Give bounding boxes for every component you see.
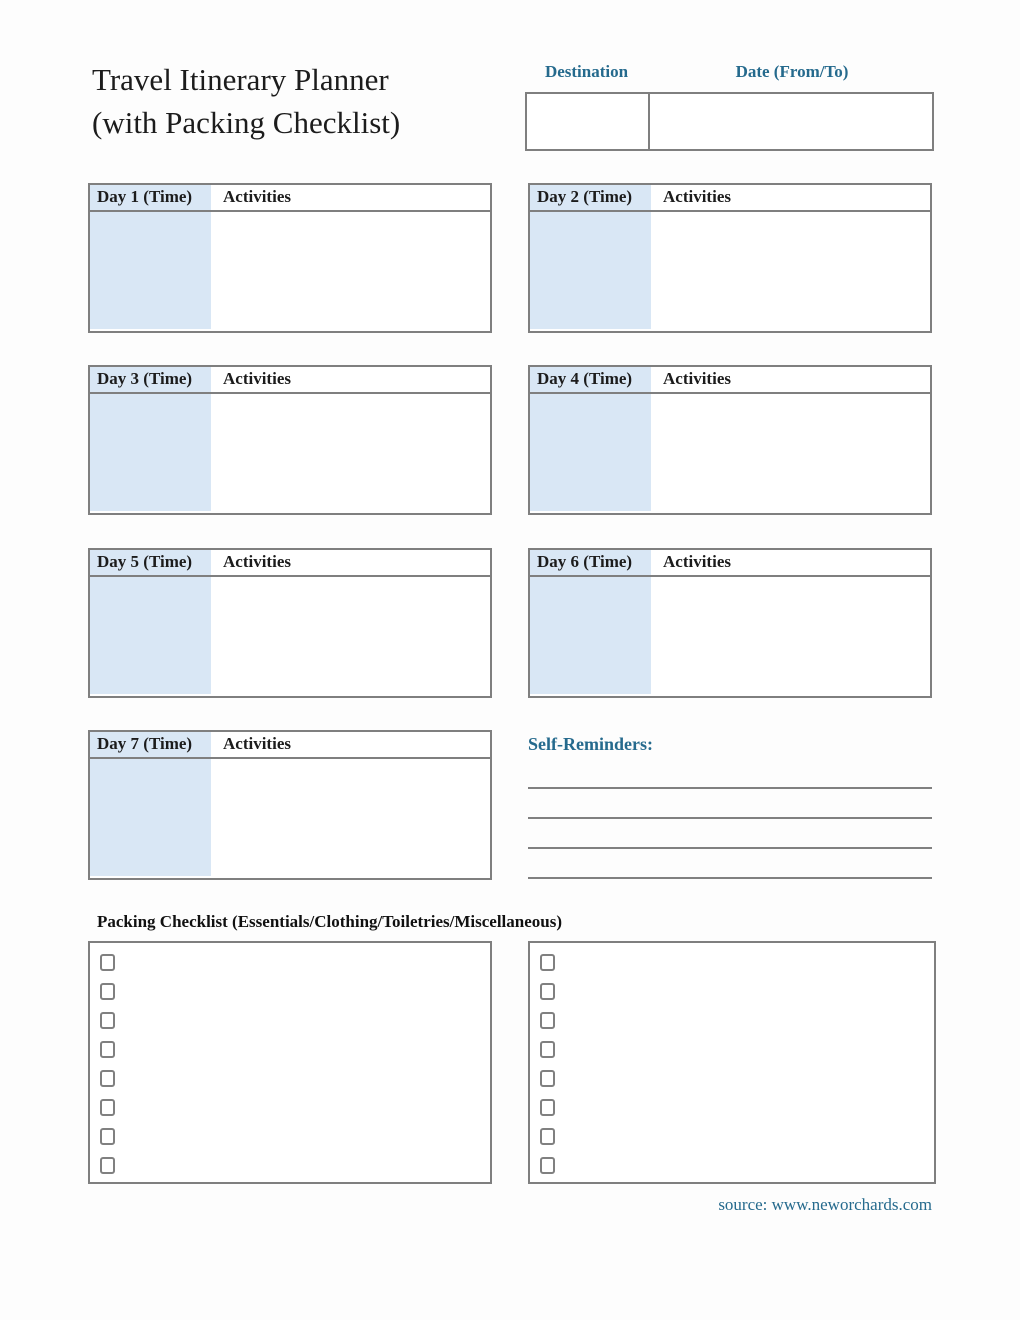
checklist-left-item-6 <box>90 1093 490 1122</box>
checkbox-icon[interactable] <box>100 1099 115 1116</box>
checkbox-icon[interactable] <box>540 983 555 1000</box>
page-title-line2: (with Packing Checklist) <box>92 105 401 140</box>
day-5-activities-cell[interactable] <box>211 577 490 694</box>
day-7-body-row <box>90 759 490 876</box>
packing-checklist-heading: Packing Checklist (Essentials/Clothing/Toiletries/Miscellaneous) <box>97 912 562 931</box>
day-3-table <box>88 365 492 515</box>
day-3-activities-cell[interactable] <box>211 394 490 511</box>
day-4-table <box>528 365 932 515</box>
day-2-table <box>528 183 932 333</box>
page-title <box>92 58 512 144</box>
day-7-table <box>88 730 492 880</box>
day-3-body-row <box>90 394 490 511</box>
day-4-header-row <box>530 367 930 394</box>
checkbox-icon[interactable] <box>100 1012 115 1029</box>
checklist-right-item-5 <box>530 1064 934 1093</box>
day-1-time-header: Day 1 (Time) <box>90 185 211 210</box>
reminder-line-2[interactable] <box>528 793 932 819</box>
packing-checklist-right-box <box>528 941 936 1184</box>
date-from-to-label: Date (From/To) <box>735 62 849 81</box>
day-7-activities-header: Activities <box>223 734 291 753</box>
checklist-right-item-8 <box>530 1151 934 1180</box>
day-6-activities-header: Activities <box>663 552 731 571</box>
day-1-table <box>88 183 492 333</box>
checklist-left-item-8 <box>90 1151 490 1180</box>
checkbox-icon[interactable] <box>540 1070 555 1087</box>
checkbox-icon[interactable] <box>540 1041 555 1058</box>
day-4-time-cell[interactable] <box>530 394 651 511</box>
day-6-header-row <box>530 550 930 577</box>
checklist-left-item-3 <box>90 1006 490 1035</box>
day-2-header-row <box>530 185 930 212</box>
source-attribution: source: www.neworchards.com <box>718 1195 932 1214</box>
checklist-left-item-4 <box>90 1035 490 1064</box>
checklist-left-item-1 <box>90 948 490 977</box>
day-5-activities-header: Activities <box>223 552 291 571</box>
day-3-activities-header: Activities <box>223 369 291 388</box>
day-5-time-cell[interactable] <box>90 577 211 694</box>
day-6-time-cell[interactable] <box>530 577 651 694</box>
day-1-activities-cell[interactable] <box>211 212 490 329</box>
day-1-body-row <box>90 212 490 329</box>
page-title-line1: Travel Itinerary Planner <box>92 62 389 97</box>
day-5-table <box>88 548 492 698</box>
checkbox-icon[interactable] <box>540 1157 555 1174</box>
checklist-right-item-7 <box>530 1122 934 1151</box>
trip-info-table <box>525 92 934 151</box>
day-2-time-header: Day 2 (Time) <box>530 185 651 210</box>
day-7-activities-cell[interactable] <box>211 759 490 876</box>
checkbox-icon[interactable] <box>100 1070 115 1087</box>
checkbox-icon[interactable] <box>540 1099 555 1116</box>
checkbox-icon[interactable] <box>100 1157 115 1174</box>
day-4-activities-header: Activities <box>663 369 731 388</box>
day-2-activities-cell[interactable] <box>651 212 930 329</box>
checkbox-icon[interactable] <box>100 1041 115 1058</box>
date-from-to-field[interactable] <box>650 94 932 149</box>
checklist-left-item-2 <box>90 977 490 1006</box>
day-4-activities-cell[interactable] <box>651 394 930 511</box>
day-3-time-cell[interactable] <box>90 394 211 511</box>
checklist-right-item-1 <box>530 948 934 977</box>
checklist-right-item-4 <box>530 1035 934 1064</box>
day-2-activities-header: Activities <box>663 187 731 206</box>
day-6-table <box>528 548 932 698</box>
day-3-time-header: Day 3 (Time) <box>90 367 211 392</box>
day-7-header-row <box>90 732 490 759</box>
destination-field[interactable] <box>527 94 650 149</box>
reminder-line-3[interactable] <box>528 823 932 849</box>
day-4-body-row <box>530 394 930 511</box>
reminder-line-4[interactable] <box>528 853 932 879</box>
checkbox-icon[interactable] <box>100 983 115 1000</box>
checklist-right-item-3 <box>530 1006 934 1035</box>
day-1-activities-header: Activities <box>223 187 291 206</box>
day-6-activities-cell[interactable] <box>651 577 930 694</box>
day-1-time-cell[interactable] <box>90 212 211 329</box>
reminder-line-1[interactable] <box>528 763 932 789</box>
day-2-time-cell[interactable] <box>530 212 651 329</box>
day-5-body-row <box>90 577 490 694</box>
checklist-right-item-6 <box>530 1093 934 1122</box>
self-reminders-heading: Self-Reminders: <box>528 734 653 754</box>
destination-label: Destination <box>544 62 629 81</box>
checkbox-icon[interactable] <box>540 1012 555 1029</box>
checkbox-icon[interactable] <box>540 1128 555 1145</box>
checkbox-icon[interactable] <box>540 954 555 971</box>
day-1-header-row <box>90 185 490 212</box>
day-6-time-header: Day 6 (Time) <box>530 550 651 575</box>
packing-checklist-left-box <box>88 941 492 1184</box>
day-3-header-row <box>90 367 490 394</box>
day-5-header-row <box>90 550 490 577</box>
day-7-time-header: Day 7 (Time) <box>90 732 211 757</box>
checklist-right-item-2 <box>530 977 934 1006</box>
day-2-body-row <box>530 212 930 329</box>
checkbox-icon[interactable] <box>100 1128 115 1145</box>
checkbox-icon[interactable] <box>100 954 115 971</box>
day-4-time-header: Day 4 (Time) <box>530 367 651 392</box>
day-6-body-row <box>530 577 930 694</box>
day-7-time-cell[interactable] <box>90 759 211 876</box>
checklist-left-item-5 <box>90 1064 490 1093</box>
checklist-left-item-7 <box>90 1122 490 1151</box>
day-5-time-header: Day 5 (Time) <box>90 550 211 575</box>
